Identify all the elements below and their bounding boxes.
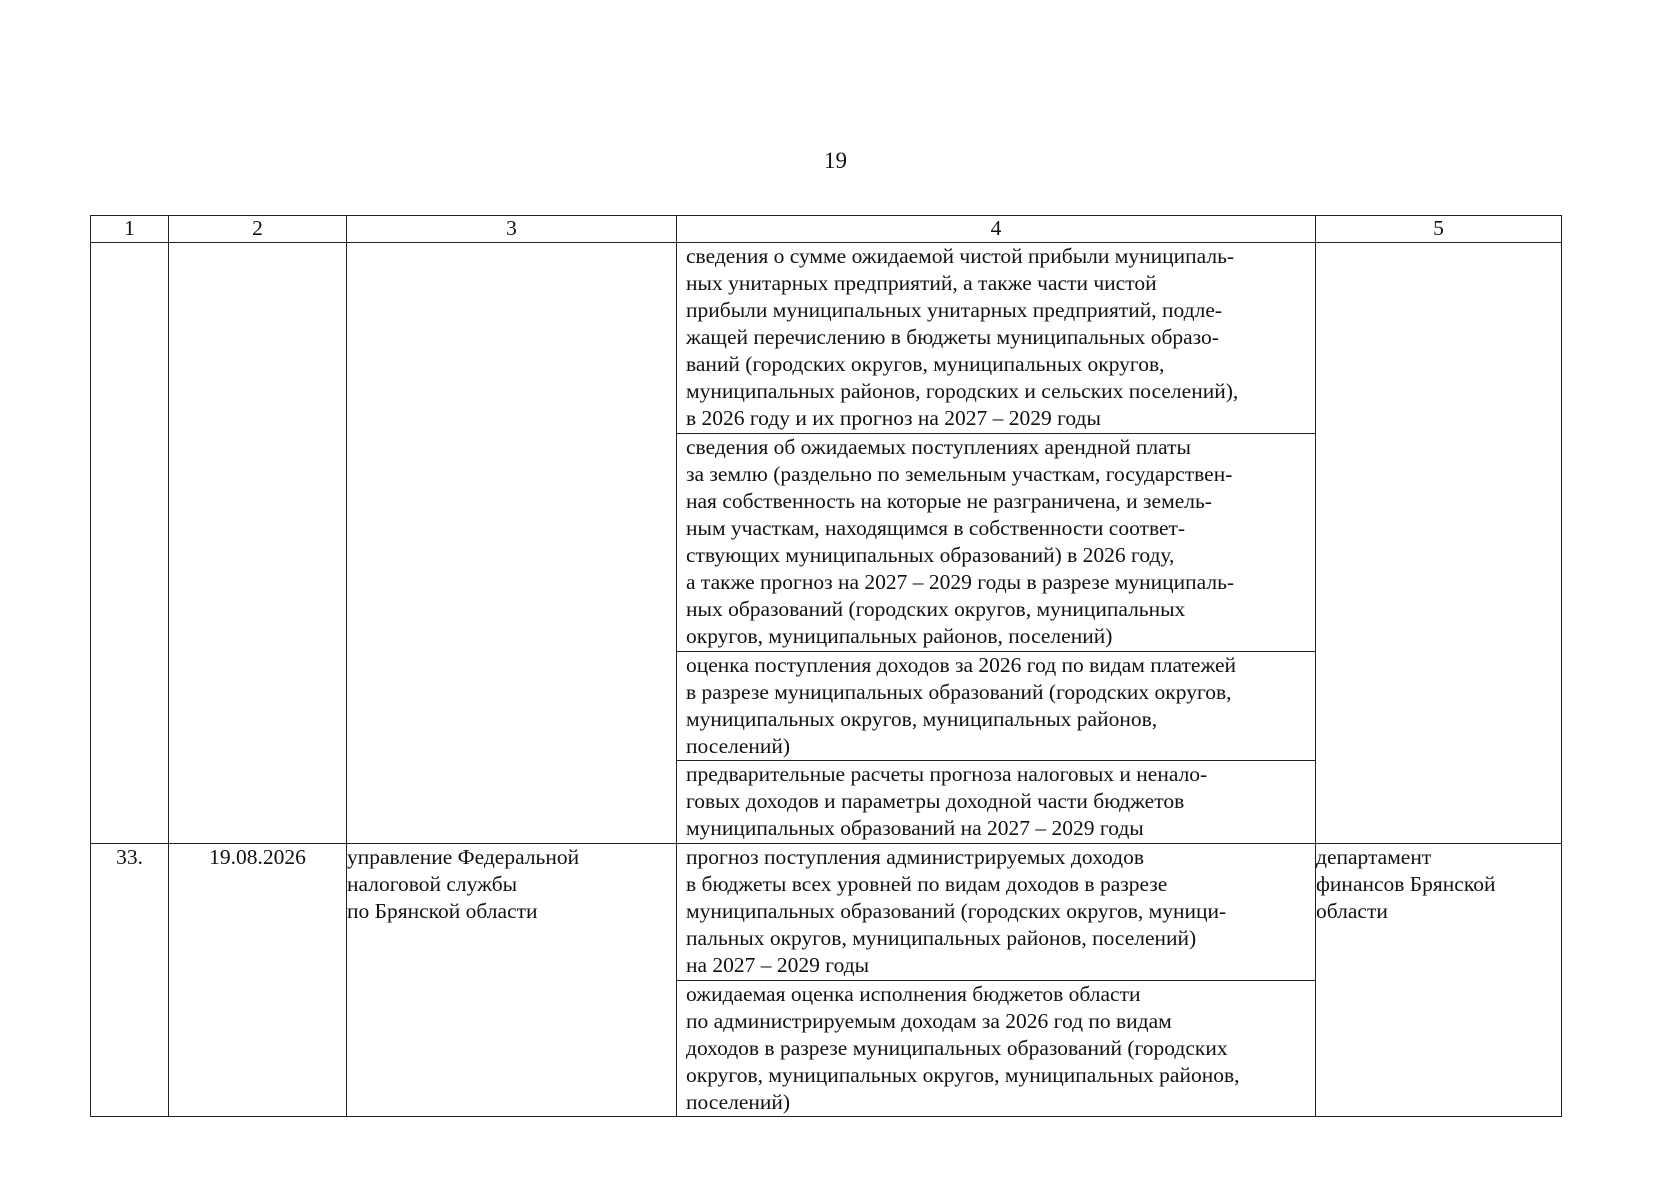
table-row-continuation: [91, 243, 1562, 844]
cell-submitter: [347, 243, 677, 844]
cell-number: 33.: [91, 844, 169, 1117]
cell-documents: [677, 844, 1316, 1117]
cell-number: [91, 243, 169, 844]
page-number: 19: [824, 148, 847, 173]
table-row-33: [91, 844, 1562, 1117]
column-header-2: 2: [169, 216, 347, 243]
document-item: ожидаемая оценка исполнения бюджетов области по администрируемым доходам за 2026 год по видам доходов в разрезе муниципальных образований (городских округов, муниципальных округов, муниципальных районов, поселений): [686, 982, 1240, 1114]
column-header-3: 3: [347, 216, 677, 243]
cell-submitter: управление Федеральной налоговой службы по Брянской области: [347, 844, 677, 1117]
document-item: прогноз поступления администрируемых доходов в бюджеты всех уровней по видам доходов в разрезе муниципальных образований (городских округов, муници- пальных округов, муниципальных районов, поселений) на 2027 – 2029 годы: [677, 844, 1315, 981]
document-item: сведения об ожидаемых поступлениях арендной платы за землю (раздельно по земельным участкам, государствен- ная собственность на которые не разграничена, и земель- ным участкам, находящимся в собственности соответ- ствующих муниципальных образований) в 2026 году, а также прогноз на 2027 – 2029 годы в разрезе муниципаль- ных образований (городских округов, муниципальных округов, муниципальных районов, поселений): [677, 434, 1315, 652]
column-header-4: 4: [677, 216, 1316, 243]
documents-list: [677, 243, 1315, 843]
cell-recipient: департамент финансов Брянской области: [1316, 844, 1562, 1117]
column-header-1: 1: [91, 216, 169, 243]
documents-list: [677, 844, 1315, 1116]
document-table: [90, 215, 1562, 1117]
document-item: оценка поступления доходов за 2026 год по видам платежей в разрезе муниципальных образований (городских округов, муниципальных округов, муниципальных районов, поселений): [677, 652, 1315, 761]
table-header-row: [91, 216, 1562, 243]
document-item: предварительные расчеты прогноза налоговых и ненало- говых доходов и параметры доходной части бюджетов муниципальных образований на 2027 – 2029 годы: [686, 762, 1208, 840]
cell-date: 19.08.2026: [169, 844, 347, 1117]
document-item: сведения о сумме ожидаемой чистой прибыли муниципаль- ных унитарных предприятий, а также части чистой прибыли муниципальных унитарных предприятий, подле- жащей перечислению в бюджеты муниципальных образо- ваний (городских округов, муниципальных округов, муниципальных районов, городских и сельских поселений), в 2026 году и их прогноз на 2027 – 2029 годы: [677, 243, 1315, 434]
cell-date: [169, 243, 347, 844]
cell-recipient: [1316, 243, 1562, 844]
column-header-5: 5: [1316, 216, 1562, 243]
cell-documents: [677, 243, 1316, 844]
